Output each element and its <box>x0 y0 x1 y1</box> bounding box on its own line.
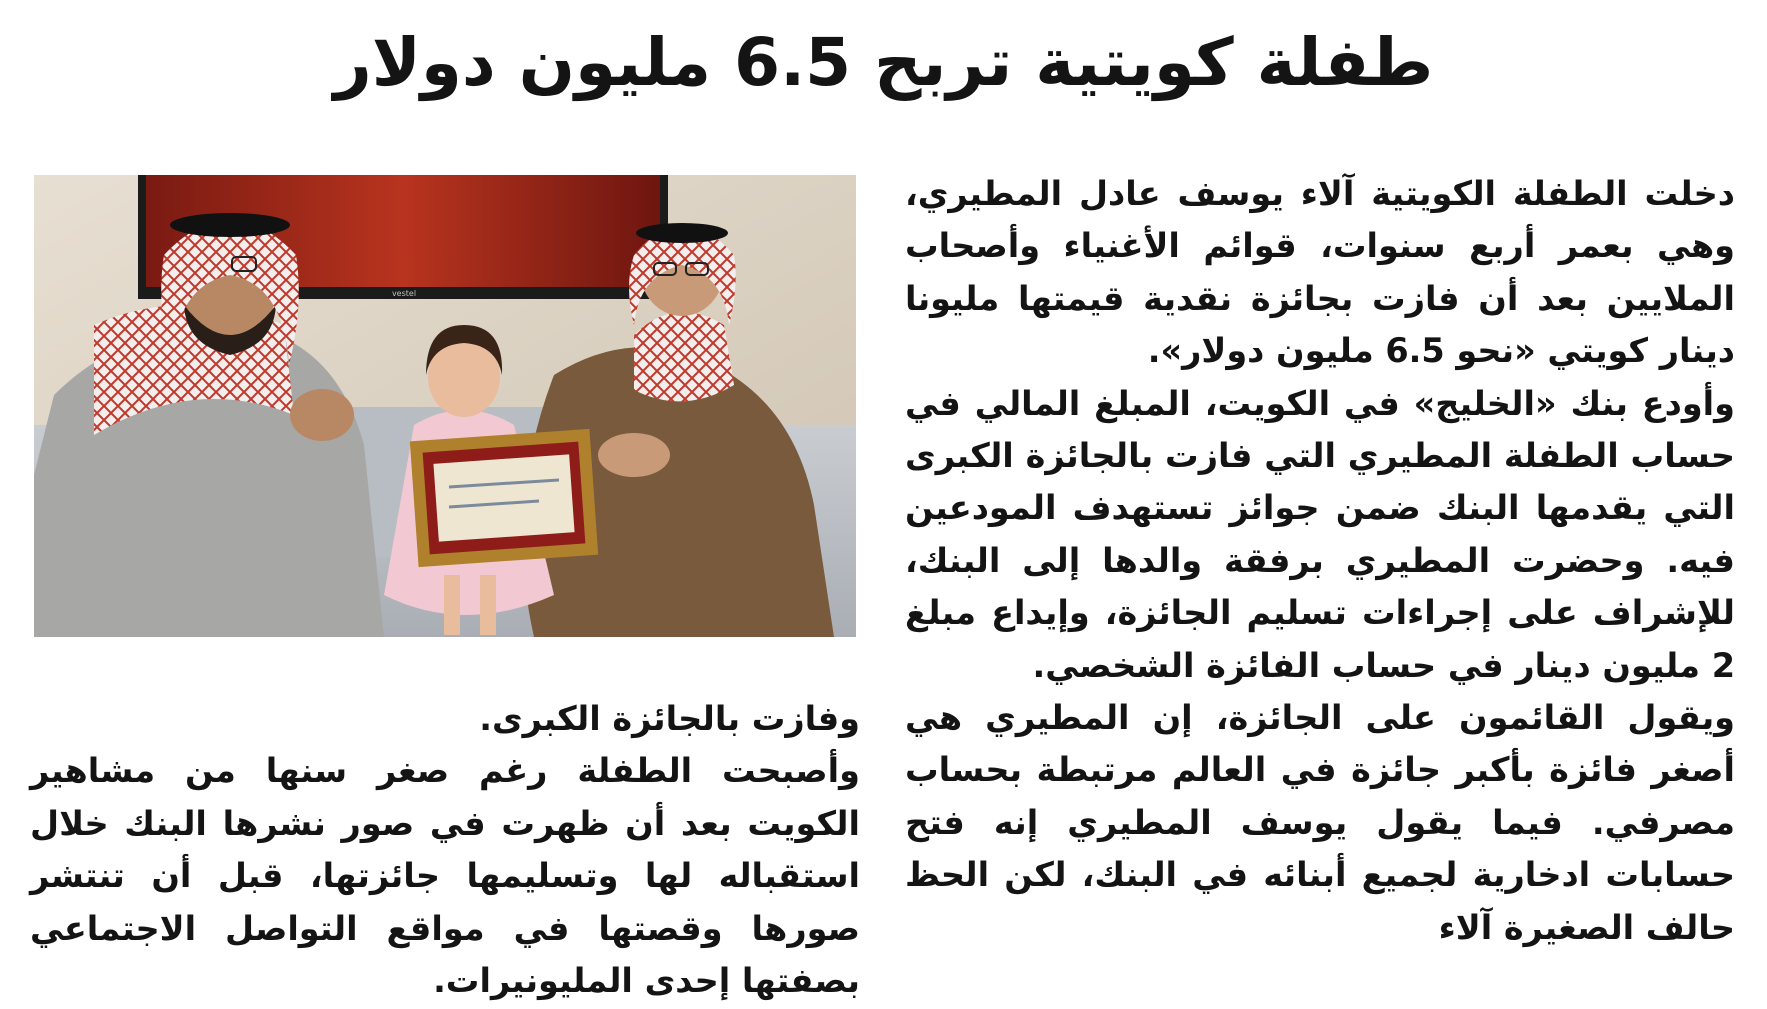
prize-check <box>433 454 574 541</box>
article-column-right <box>905 168 1735 988</box>
photo-illustration <box>34 175 856 637</box>
right-man-shemagh <box>634 312 734 401</box>
paragraph: وأودع بنك «الخليج» في الكويت، المبلغ المالي في حساب الطفلة المطيري التي فازت بالجائزة الكبرى التي يقدمها البنك ضمن جوائز تستهدف المودعين فيه. وحضرت المطيري برفقة والدها إلى البنك، للإشراف على إجراءات تسليم الجائزة، وإيداع مبلغ 2 مليون دينار في حساب الفائزة الشخصي. <box>905 383 1735 685</box>
right-man-hands <box>598 433 670 477</box>
paragraph: وأصبحت الطفلة رغم صغر سنها من مشاهير الكويت بعد أن ظهرت في صور نشرها البنك خلال استقباله لها وتسليمها جائزتها، قبل أن تنتشر صورها وقصتها في مواقع التواصل الاجتماعي بصفتها إحدى المليونيرات. <box>30 751 860 1001</box>
tv-brand: vestel <box>391 289 417 298</box>
article-column-left <box>30 693 860 1001</box>
article-photo <box>34 175 856 637</box>
paragraph: وفازت بالجائزة الكبرى. <box>479 699 860 738</box>
paragraph: ويقول القائمون على الجائزة، إن المطيري هي أصغر فائزة بأكبر جائزة في العالم مرتبطة بحساب مصرفي. فيما يقول يوسف المطيري إنه فتح حسابات ادخارية لجميع أبنائه في البنك، لكن الحظ حالف الصغيرة آلاء <box>905 698 1735 947</box>
left-man-agal <box>170 213 290 237</box>
left-man-hand <box>290 389 354 441</box>
right-man-agal <box>636 223 728 243</box>
paragraph: دخلت الطفلة الكويتية آلاء يوسف عادل المطيري، وهي بعمر أربع سنوات، قوائم الأغنياء وأصحاب الملايين بعد أن فازت بجائزة نقدية قيمتها مليونا دينار كويتي «نحو 6.5 مليون دولار». <box>905 174 1735 371</box>
headline: طفلة كويتية تربح 6.5 مليون دولار <box>333 24 1434 101</box>
